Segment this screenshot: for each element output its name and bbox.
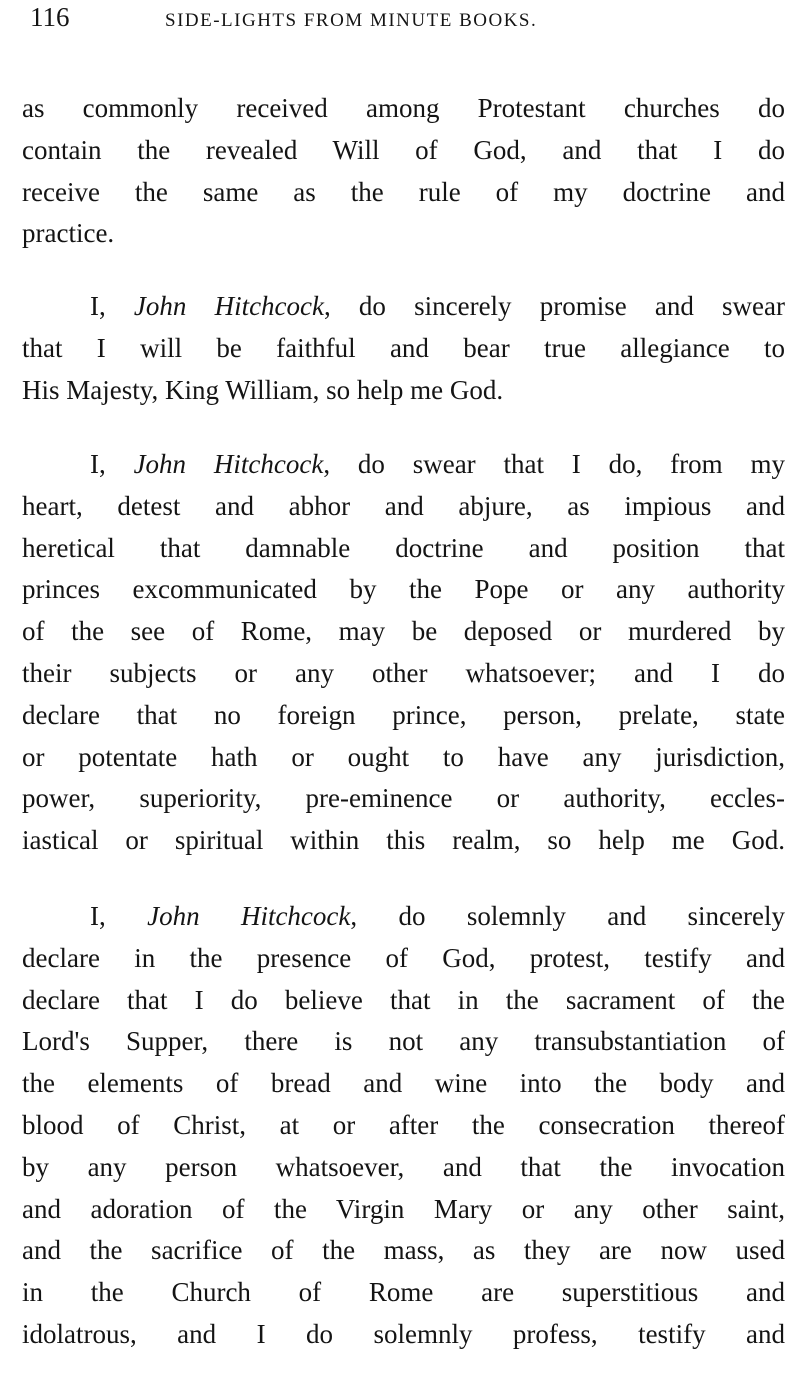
text-line: practice. [22,218,115,249]
text-line: idolatrous, and I do solemnly profess, testify and [22,1318,785,1349]
page-number: 116 [30,2,70,32]
text-fragment: , do swear that I do, from my [323,449,785,479]
text-line: of the see of Rome, may be deposed or murdered by [22,616,785,647]
text-line: Lord's Supper, there is not any transubstantiation of [22,1026,785,1057]
paragraph-2 [22,286,785,411]
text-line: in the Church of Rome are superstitious and [22,1277,785,1308]
text-line: or potentate hath or ought to have any jurisdiction, [22,741,785,772]
text-line: and the sacrifice of the mass, as they are now used [22,1235,785,1266]
text-line: and adoration of the Virgin Mary or any other saint, [22,1193,785,1224]
text-line: princes excommunicated by the Pope or any authority [22,574,785,605]
text-line: heart, detest and abhor and abjure, as impious and [22,490,785,521]
text-line: contain the revealed Will of God, and that I do [22,134,785,165]
person-name: John Hitchcock [147,901,351,931]
text-fragment: I, [90,449,134,479]
paragraph-3 [22,444,785,862]
text-line: the elements of bread and wine into the body and [22,1068,785,1099]
text-fragment: , do sincerely promise and swear [324,291,786,321]
text-line: that I will be faithful and bear true allegiance to [22,332,785,363]
text-line: their subjects or any other whatsoever; and I do [22,657,785,688]
text-line: receive the same as the rule of my doctrine and [22,176,785,207]
text-line: as commonly received among Protestant churches do [22,93,785,123]
text-fragment: , do solemnly and sincerely [350,901,786,931]
text-line: heretical that damnable doctrine and position that [22,532,785,563]
person-name: John Hitchcock [133,449,324,479]
paragraph-1 [22,88,785,255]
text-line: iastical or spiritual within this realm, so help me God. [22,825,785,856]
text-line [22,896,785,938]
text-line: blood of Christ, at or after the consecration thereof [22,1109,785,1140]
text-line: declare that no foreign prince, person, prelate, state [22,699,785,730]
text-line: power, superiority, pre-eminence or authority, eccles- [22,783,785,814]
text-fragment: I, [90,291,134,321]
text-line [22,286,785,328]
text-line: His Majesty, King William, so help me God. [22,374,504,405]
text-line [22,444,785,486]
text-fragment: I, [90,901,148,931]
text-line: by any person whatsoever, and that the invocation [22,1151,785,1182]
person-name: John Hitchcock [133,291,325,321]
running-title: SIDE-LIGHTS FROM MINUTE BOOKS. [165,10,538,31]
text-line: declare in the presence of God, protest, testify and [22,942,785,973]
text-line: declare that I do believe that in the sacrament of the [22,984,785,1015]
paragraph-4 [22,896,785,1356]
